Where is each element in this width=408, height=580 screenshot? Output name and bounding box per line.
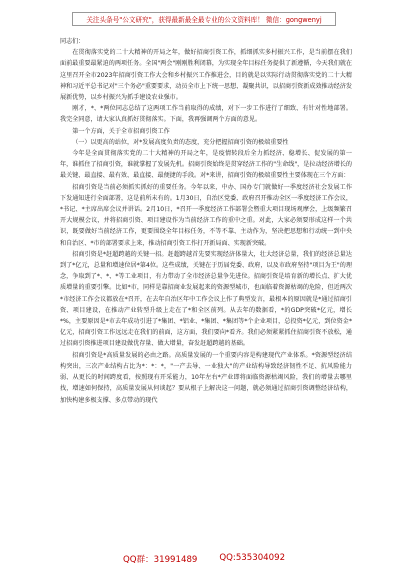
footer-qq: QQ:535304092: [219, 553, 286, 563]
section-heading: 第一个方面，关于全市招商引资工作: [72, 127, 170, 135]
promo-banner: [72, 12, 336, 26]
footer-qq-group: QQ群：31991489: [122, 555, 198, 565]
paragraph-task: 招商引资是当前必须抓实抓好的重要任务。今年以来，中办、国办专门就做好一季度经济社会发展工作下发通知进行全面部署，这是前所未有的。1月30日，自治区党委、政府召开推动全区一季度经济工作会议，*书记、*主席出席会议并讲话。2月10日，*召开一季度经济工作部署会暨重大项目现场观摩会，上级频繁召开大规模会议，并将招商引资、项目建设作为当前经济工作的重中之重。对此，大家必须要形成这样一个共识，既要做好当前经济工作，更要围绕全年目标任务，不等不靠、主动作为，坚决把思想和行动统一到中央和自治区、*市的部署要求上来，推动招商引资工作打开新局面、实现新突破。: [60, 183, 352, 247]
paragraph-opening: 在贯彻落实党的二十大精神的开局之年，做好招商引资工作，抓细抓实多村振兴工作，是当前摆在我们面前最重要最紧迫的两项任务。全国"两会"刚刚胜利闭幕，为实现全年目标任务提供了新遵循，今天我们就在这里召开全市2023年招商引资工作大会和乡村振兴工作推进会，目的就是以实际行动贯彻落实党的二十大精神和习近平总书记对"三个务必"重要要求，动员全市上下统一思想、凝聚共识，以招商引资新成效推动经济发展新优势，以乡村振兴为抓手建设农业强市。: [60, 49, 352, 102]
paragraph-development: 招商引资是*高质量发展的必由之路。高质量发展的一个重要内容是构建现代产业体系。*资源型经济结构突出，三次产业结构占比为*：*：*，"一产去导、一业独大"的产业结构导致经济韧性不足、抗风险能力弱、从更长的时间跨度看，按照现有开采能力，10年左右*产业即将面临资源枯竭风险，我们的增量去哪里找，增速如何保持，高质量发展从何谈起？要从根子上解决这一问题，就必须通过招商引资调整经济结构，加快构建多极支撑、多点带动的现代: [60, 351, 352, 404]
subsection-heading: （一）以更高的站位，对*发展高度负责的态度，充分把握招商引资的极端重要性: [72, 138, 289, 146]
paragraph-importance: 今年是全面贯彻落实党的二十大精神的开局之年，是疫情转段后全力抓经济、稳增长、促发展的第一年，谁抓住了招商引资，谁就掌握了发展先机。招商引资始终是贯穿经济工作的"生命线"，是拉动经济增长的最关键、最直接、最有效、最直接、最便捷的手段。对*来讲，招商引资的极端重要性主要体现在三个方面：: [60, 150, 352, 180]
document-body: [60, 36, 352, 544]
footer-contact: [0, 553, 408, 569]
promo-banner-text: 关注头条号"公文研究"，获得最新最全最专业的公文资料库！ 微信：gongwenyj: [86, 16, 322, 24]
salutation: 同志们：: [60, 38, 85, 45]
paragraph-remarks: 刚才，*、*两位同志总结了这两项工作当前取得的成绩，对下一步工作进行了细致、有针对性地部署。我完全同意，请大家认真抓好贯彻落实。下面，我再强调两个方面的意见。: [60, 105, 352, 124]
paragraph-key-move: 招商引资是*赶超跨越的关键一招。赶超跨越首先要实现经济体量大，壮大经济总量，我们的经济总量达到了*亿元，总量和增速位居*第4位。这些成绩，关键在于历届党委、政府，以及市政府坚持"项目为王"的理念，争取到了*、*、*等工业项目，有力带动了全市经济总量争先进位。招商引资是培育新的增长点、扩大优质增量的重要引擎。比如*市，同样是靠招商业发展起来的资源型城市，也面临着资源枯竭的危险，但近两次*市经济工作会议都放在*召开，在去年自治区年中工作会议上作了典型发言，最根本的原因就是*通过招商引资、项目建设，在推动产业转型升级上走在了*和全区前列。从去年的数据看，*的GDP突破*亿元，增长*%，主要原因是*市去年成功引进了*集团、*铝业、*集团、*集团等*个企业项目，总投资*亿元，到位资金*亿元，招商引资工作远远走在我们的前面，这方面，我们要向*看齐。我们必须紧紧抓住招商引资不放松，通过招商引资推进项目建设做优存量、做大增量，奋发赶超跨越的基础。: [60, 250, 352, 348]
